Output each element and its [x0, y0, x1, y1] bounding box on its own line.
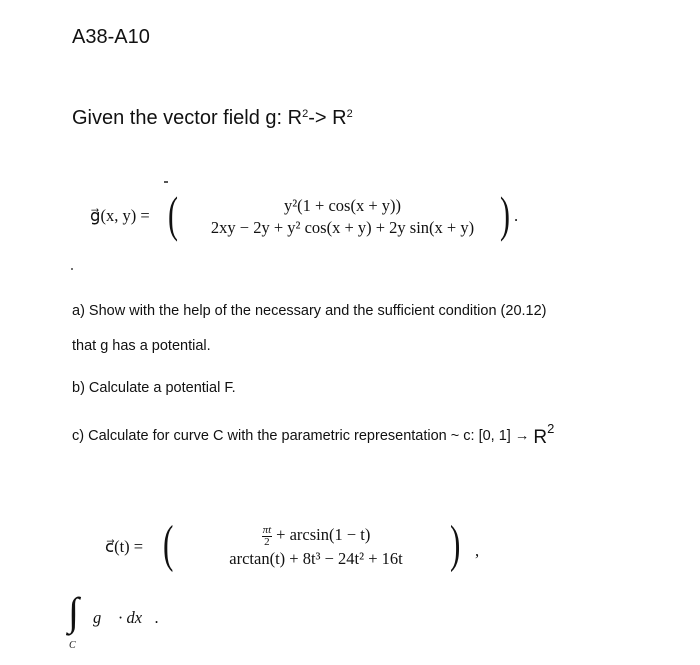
integral-body: g⃗ · dx⃗. [93, 608, 159, 627]
task-c-target: R [533, 427, 548, 448]
integral-sign: ∫ [68, 589, 79, 634]
curve-row-1 [262, 524, 371, 548]
curve-right-paren: ) [450, 516, 461, 573]
task-c-text: c) Calculate for curve C with the parametric representation ~ c: [0, 1] → [72, 428, 530, 444]
intro-exponent-1: 2 [302, 108, 309, 120]
frac-denominator: 2 [264, 535, 270, 548]
curve-row-1-rest: + arcsin(1 − t) [276, 525, 371, 544]
problem-code: A38-A10 [72, 26, 150, 48]
task-a-line-2: that g has a potential. [72, 338, 211, 354]
task-c-target-exponent: 2 [547, 421, 555, 436]
task-b: b) Calculate a potential F. [72, 380, 236, 396]
vector-field-formula [90, 186, 530, 250]
curve-lhs: c⃗(t) = [105, 537, 144, 556]
curve-left-paren: ( [163, 516, 174, 573]
line-integral [68, 589, 208, 656]
curve-trail: , [475, 541, 480, 560]
vector-field-lhs: g⃗(x, y) = [90, 206, 150, 225]
task-c [72, 421, 555, 448]
stray-mark [164, 181, 168, 183]
stray-dot [71, 268, 73, 270]
intro-arrow: -> R [308, 107, 347, 129]
vector-field-trail: . [514, 206, 519, 225]
curve-formula [105, 516, 505, 580]
intro-text: Given the vector field g: R [72, 107, 303, 129]
left-paren: ( [168, 186, 178, 242]
vector-field-row-2: 2xy − 2y + y² cos(x + y) + 2y sin(x + y) [210, 218, 475, 237]
integral-subscript: C [69, 640, 76, 651]
frac-numerator: πt [262, 523, 272, 536]
task-a-line-1: a) Show with the help of the necessary and the sufficient condition (20.12) [72, 303, 547, 319]
intro-exponent-2: 2 [346, 108, 353, 120]
vector-field-components [190, 195, 495, 239]
pi-t-over-2 [262, 525, 273, 548]
curve-row-2: arctan(t) + 8t³ − 24t² + 16t [229, 548, 403, 568]
problem-intro [72, 107, 353, 130]
right-paren: ) [500, 186, 510, 242]
curve-components [185, 524, 447, 570]
vector-field-row-1: y²(1 + cos(x + y)) [283, 196, 402, 215]
